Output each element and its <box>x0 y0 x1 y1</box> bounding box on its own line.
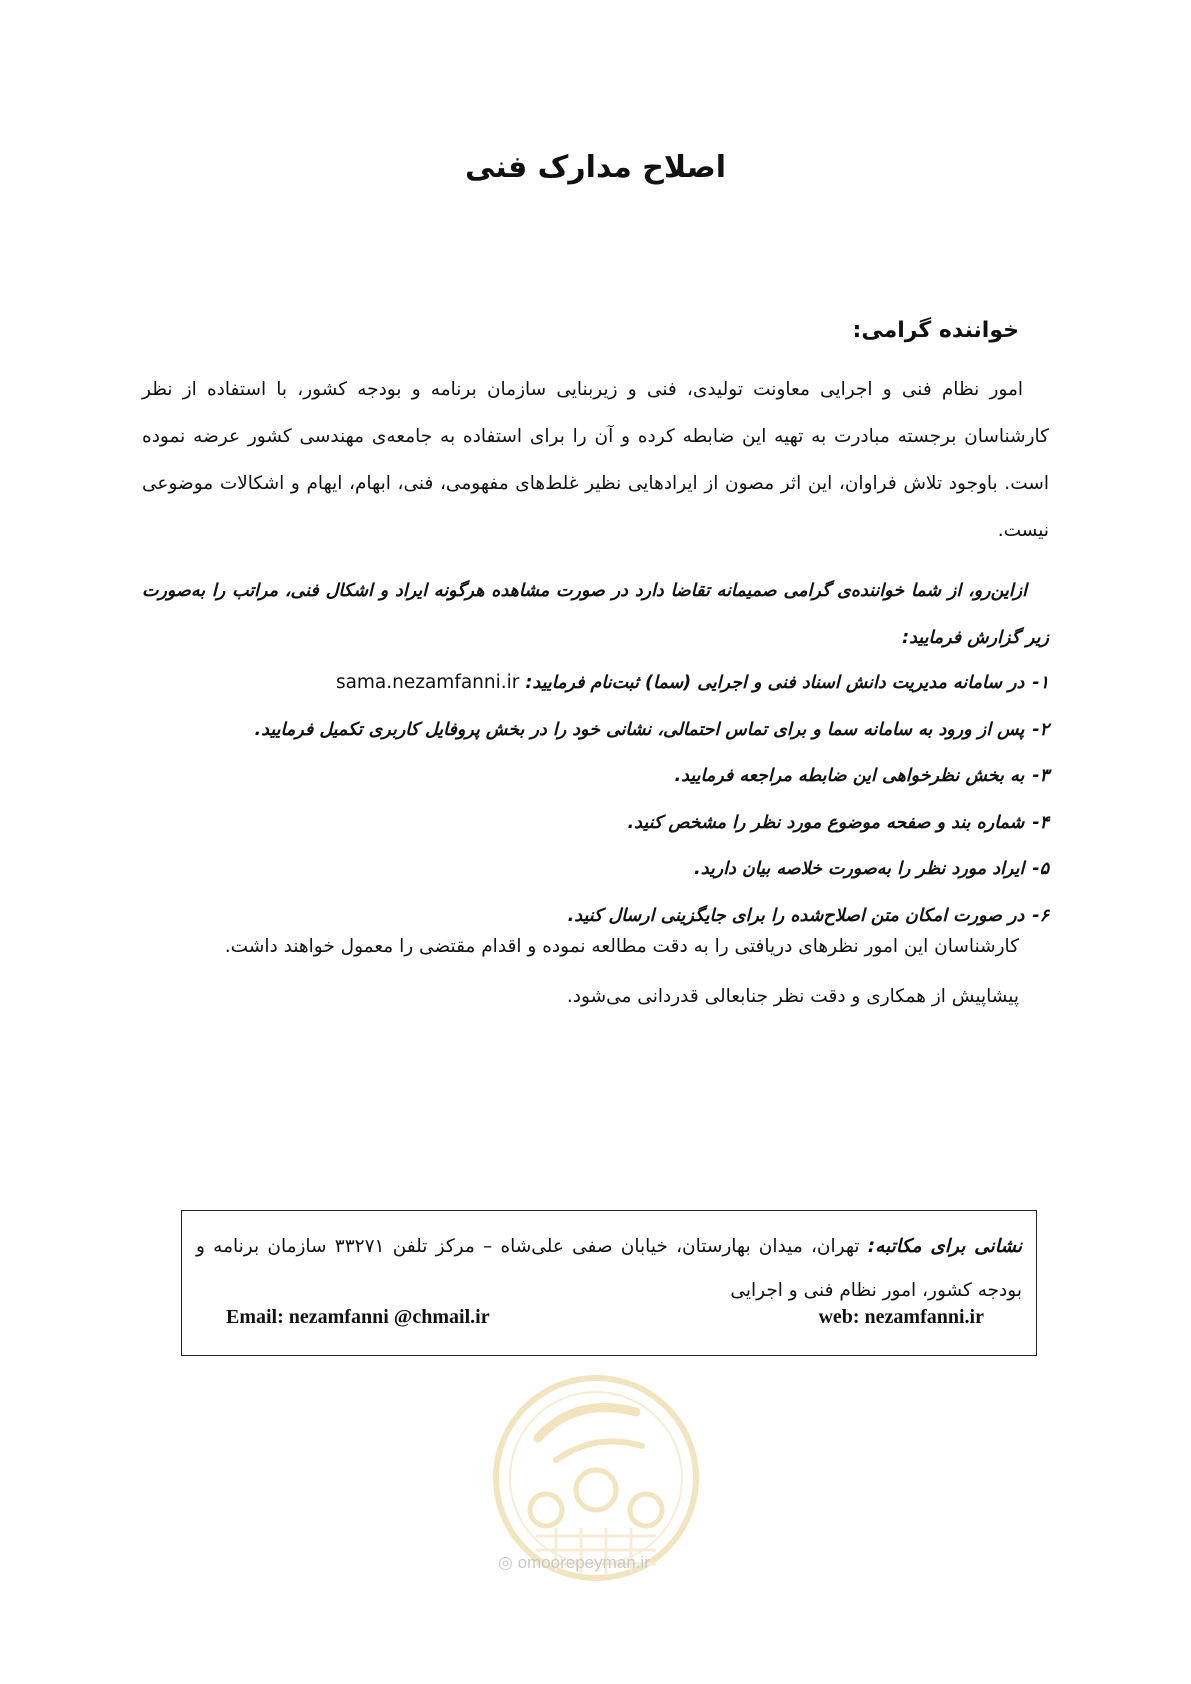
list-item <box>142 753 1049 800</box>
step-text: در سامانه مدیریت دانش اسناد فنی و اجرایی (سما) ثبت‌نام فرمایید: <box>525 673 1025 693</box>
list-item <box>142 846 1049 893</box>
step-text: ایراد مورد نظر را به‌صورت خلاصه بیان دارید. <box>694 859 1025 879</box>
step-text: در صورت امکان متن اصلاح‌شده را برای جایگزینی ارسال کنید. <box>567 905 1025 926</box>
request-paragraph: ازاین‌رو، از شما خواننده‌ی گرامی صمیمانه تقاضا دارد در صورت مشاهده هرگونه ایراد و اشکال فنی، مراتب را به‌صورت زیر گزارش فرمایید: <box>142 581 1049 648</box>
intro-paragraph: امور نظام فنی و اجرایی معاونت تولیدی، فنی و زیربنایی سازمان برنامه و بودجه کشور، با استفاده از نظر کارشناسان برجسته مبادرت به تهیه این ضابطه کرده و آن را برای استفاده به جامعه‌ی مهندسی کشور عرضه نموده است. باوجود تلاش فراوان، این اثر مصون از ایرادهایی نظیر غلط‌های مفهومی، فنی، ابهام، ایهام و اشکالات موضوعی نیست. <box>142 379 1049 541</box>
step-number: ۳- <box>1032 766 1049 786</box>
list-item <box>142 893 1049 940</box>
step-number: ۵- <box>1032 859 1049 879</box>
contact-box <box>181 1210 1037 1356</box>
contact-address <box>196 1225 1022 1313</box>
step-number: ۴- <box>1032 812 1049 833</box>
page-title: اصلاح مدارک فنی <box>465 150 726 185</box>
contact-label: نشانی برای مکاتبه: <box>867 1236 1022 1257</box>
list-item <box>142 660 1049 707</box>
step-text: شماره بند و صفحه موضوع مورد نظر را مشخص کنید. <box>627 812 1025 833</box>
closing-line-review: کارشناسان این امور نظرهای دریافتی را به دقت مطالعه نموده و اقدام مقتضی را معمول خواهند داشت. <box>224 936 1019 957</box>
step-number: ۶- <box>1032 905 1049 926</box>
closing-line-thanks: پیشاپیش از همکاری و دقت نظر جنابعالی قدردانی می‌شود. <box>566 986 1019 1007</box>
list-item <box>142 707 1049 754</box>
sama-url-link[interactable]: sama.nezamfanni.ir <box>335 672 520 693</box>
email-link[interactable]: Email: nezamfanni @chmail.ir <box>226 1306 490 1328</box>
reporting-steps-list <box>142 660 1049 939</box>
step-text: به بخش نظرخواهی این ضابطه مراجعه فرمایید. <box>674 766 1025 786</box>
step-number: ۱- <box>1032 673 1049 693</box>
watermark-url: omoorepeyman.ir <box>517 1553 650 1572</box>
address-text: تهران، میدان بهارستان، خیابان صفی علی‌شاه – مرکز تلفن ۳۳۲۷۱ سازمان برنامه و بودجه کشور، امور نظام فنی و اجرایی <box>196 1236 1022 1301</box>
greeting-heading: خواننده گرامی: <box>852 318 1019 343</box>
step-text: پس از ورود به سامانه سما و برای تماس احتمالی، نشانی خود را در بخش پروفایل کاربری تکمیل فرمایید. <box>254 719 1025 740</box>
website-link[interactable]: web: nezamfanni.ir <box>818 1306 984 1328</box>
list-item <box>142 800 1049 847</box>
watermark-site-text: ◎ omoorepeyman.ir <box>498 1553 650 1572</box>
step-number: ۲- <box>1032 719 1049 740</box>
